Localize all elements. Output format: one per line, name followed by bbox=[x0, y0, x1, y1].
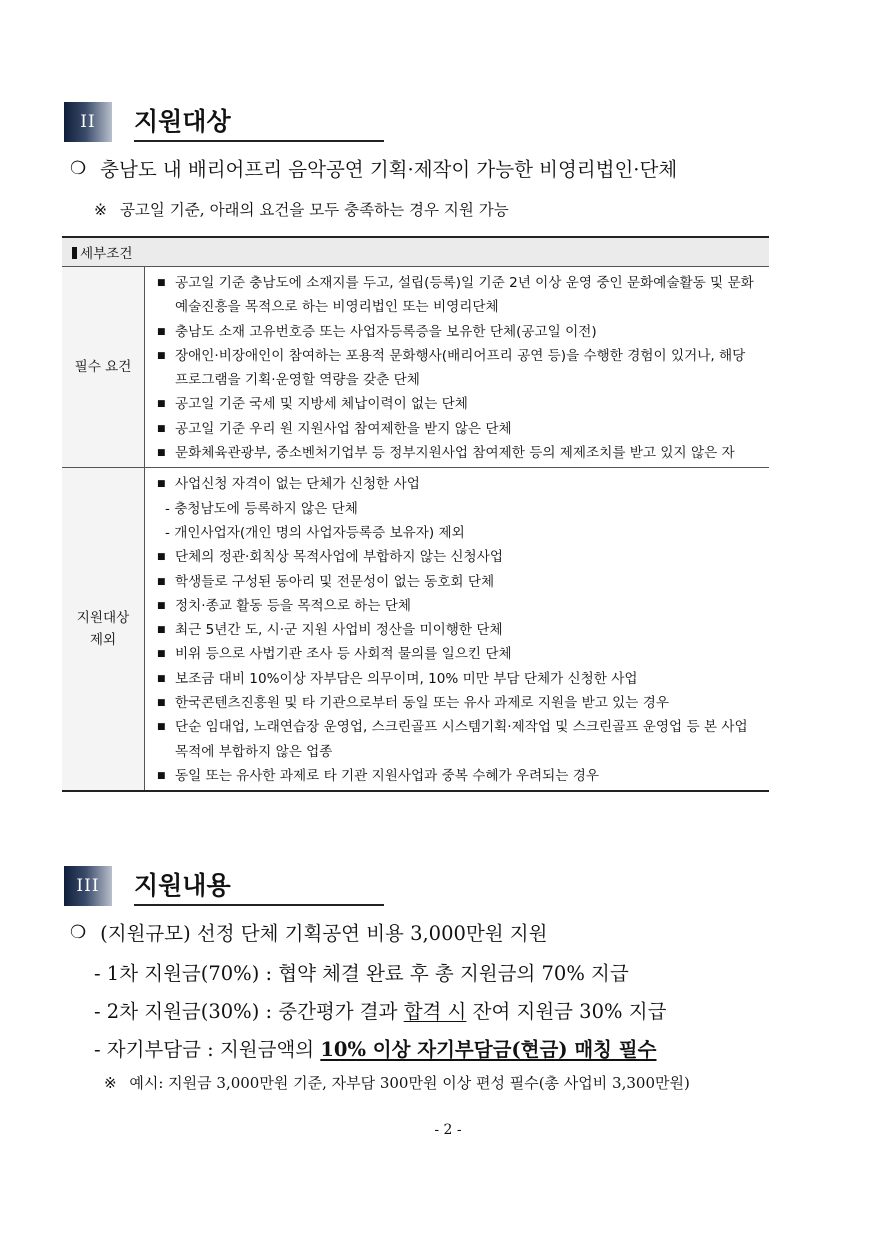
square-bullet-icon: ■ bbox=[157, 770, 166, 781]
self-funding-line: - 자기부담금 : 지원금액의 10% 이상 자기부담금(현금) 매칭 필수 bbox=[94, 1038, 657, 1061]
sub-item: - 개인사업자(개인 명의 사업자등록증 보유자) 제외 bbox=[165, 524, 465, 541]
square-bullet-icon: ■ bbox=[157, 350, 166, 361]
section-2-header bbox=[64, 100, 384, 142]
list-item: ■ 비위 등으로 사법기관 조사 등 사회적 물의를 일으킨 단체 bbox=[157, 642, 759, 666]
exclude-label: 지원대상 제외 bbox=[62, 468, 145, 791]
first-payment-line: - 1차 지원금(70%) : 협약 체결 완료 후 총 지원금의 70% 지급 bbox=[94, 962, 629, 985]
list-item: ■ 한국콘텐츠진흥원 및 타 기관으로부터 동일 또는 유사 과제로 지원을 받고 있는 경우 bbox=[157, 691, 759, 715]
section-2-title: 지원대상 bbox=[134, 100, 384, 142]
square-bullet-icon: ■ bbox=[157, 278, 166, 288]
square-bullet-icon: ■ bbox=[157, 423, 166, 434]
square-bullet-icon: ■ bbox=[157, 673, 166, 684]
square-bullet-icon: ■ bbox=[157, 722, 166, 733]
square-bullet-icon: ■ bbox=[157, 576, 166, 587]
matching-requirement: 10% 이상 자기부담금(현금) 매칭 필수 bbox=[320, 1038, 657, 1061]
list-item: ■ 문화체육관광부, 중소벤처기업부 등 정부지원사업 참여제한 등의 제제조치를 받고 있지 않은 자 bbox=[157, 441, 759, 465]
section-3-header bbox=[64, 864, 384, 906]
list-item: ■ 동일 또는 유사한 과제로 타 기관 지원사업과 중복 수혜가 우려되는 경우 bbox=[157, 764, 759, 788]
section-2-number: II bbox=[64, 102, 112, 142]
list-item: ■ 장애인·비장애인이 참여하는 포용적 문화행사(배리어프리 공연 등)을 수행한 경험이 있거나, 해당 프로그램을 기획·운영할 역량을 갖춘 단체 bbox=[157, 344, 759, 393]
exclude-items bbox=[145, 468, 770, 791]
header-block-icon bbox=[72, 247, 77, 259]
square-bullet-icon: ■ bbox=[157, 552, 166, 563]
criteria-table bbox=[62, 236, 769, 792]
table-header bbox=[62, 237, 769, 267]
square-bullet-icon: ■ bbox=[157, 649, 166, 660]
section-2-note bbox=[94, 198, 509, 220]
square-bullet-icon: ■ bbox=[157, 326, 166, 337]
list-item: ■ 공고일 기준 충남도에 소재지를 두고, 설립(등록)일 기준 2년 이상 운영 중인 문화예술활동 및 문화예술진흥을 목적으로 하는 비영리법인 또는 비영리단체 bbox=[157, 271, 759, 320]
list-item: ■ 단순 임대업, 노래연습장 운영업, 스크린골프 시스템기획·제작업 및 스크린골프 운영업 등 본 사업 목적에 부합하지 않은 업종 bbox=[157, 715, 759, 764]
list-item: ■ 충남도 소재 고유번호증 또는 사업자등록증을 보유한 단체(공고일 이전) bbox=[157, 320, 759, 344]
required-items bbox=[145, 267, 770, 468]
section-3-title: 지원내용 bbox=[134, 864, 384, 906]
list-item: ■ 공고일 기준 국세 및 지방세 체납이력이 없는 단체 bbox=[157, 392, 759, 416]
circle-bullet-icon: ❍ bbox=[70, 921, 87, 943]
square-bullet-icon: ■ bbox=[157, 698, 166, 709]
square-bullet-icon: ■ bbox=[157, 625, 166, 636]
list-item: ■ 단체의 정관·회칙상 목적사업에 부합하지 않는 신청사업 bbox=[157, 545, 759, 569]
section-3-number: III bbox=[64, 866, 112, 906]
list-item: ■ 학생들로 구성된 동아리 및 전문성이 없는 동호회 단체 bbox=[157, 570, 759, 594]
section-2-main-line bbox=[70, 154, 677, 182]
second-payment-line: - 2차 지원금(30%) : 중간평가 결과 합격 시 잔여 지원금 30% 지급 bbox=[94, 1000, 667, 1023]
square-bullet-icon: ■ bbox=[157, 479, 166, 490]
square-bullet-icon: ■ bbox=[157, 600, 166, 611]
list-item: ■ 사업신청 자격이 없는 단체가 신청한 사업 bbox=[157, 472, 759, 496]
list-item: ■ 정치·종교 활동 등을 목적으로 하는 단체 bbox=[157, 594, 759, 618]
square-bullet-icon: ■ bbox=[157, 399, 166, 410]
list-item: ■ 보조금 대비 10%이상 자부담은 의무이며, 10% 미만 부담 단체가 신청한 사업 bbox=[157, 667, 759, 691]
note-text: 공고일 기준, 아래의 요건을 모두 충족하는 경우 지원 가능 bbox=[119, 201, 509, 219]
pass-condition: 합격 시 bbox=[403, 1000, 467, 1023]
reference-mark-icon: ※ bbox=[104, 1074, 117, 1092]
example-note: ※ 예시: 지원금 3,000만원 기준, 자부담 300만원 이상 편성 필수(총 사업비 3,300만원) bbox=[104, 1074, 690, 1092]
circle-bullet-icon: ❍ bbox=[70, 157, 87, 179]
sub-item: - 충청남도에 등록하지 않은 단체 bbox=[165, 500, 358, 517]
square-bullet-icon: ■ bbox=[157, 448, 166, 459]
main-line-text: 충남도 내 배리어프리 음악공연 기획·제작이 가능한 비영리법인·단체 bbox=[100, 158, 678, 181]
page-number: - 2 - bbox=[434, 1122, 462, 1138]
required-label: 필수 요건 bbox=[62, 267, 145, 468]
table-header-text: 세부조건 bbox=[80, 246, 133, 262]
main-line-text: (지원규모) 선정 단체 기획공연 비용 3,000만원 지원 bbox=[100, 922, 548, 945]
list-item: ■ 공고일 기준 우리 원 지원사업 참여제한을 받지 않은 단체 bbox=[157, 417, 759, 441]
list-item: ■ 최근 5년간 도, 시·군 지원 사업비 정산을 미이행한 단체 bbox=[157, 618, 759, 642]
reference-mark-icon: ※ bbox=[94, 201, 107, 219]
section-3-main-line bbox=[70, 918, 547, 946]
